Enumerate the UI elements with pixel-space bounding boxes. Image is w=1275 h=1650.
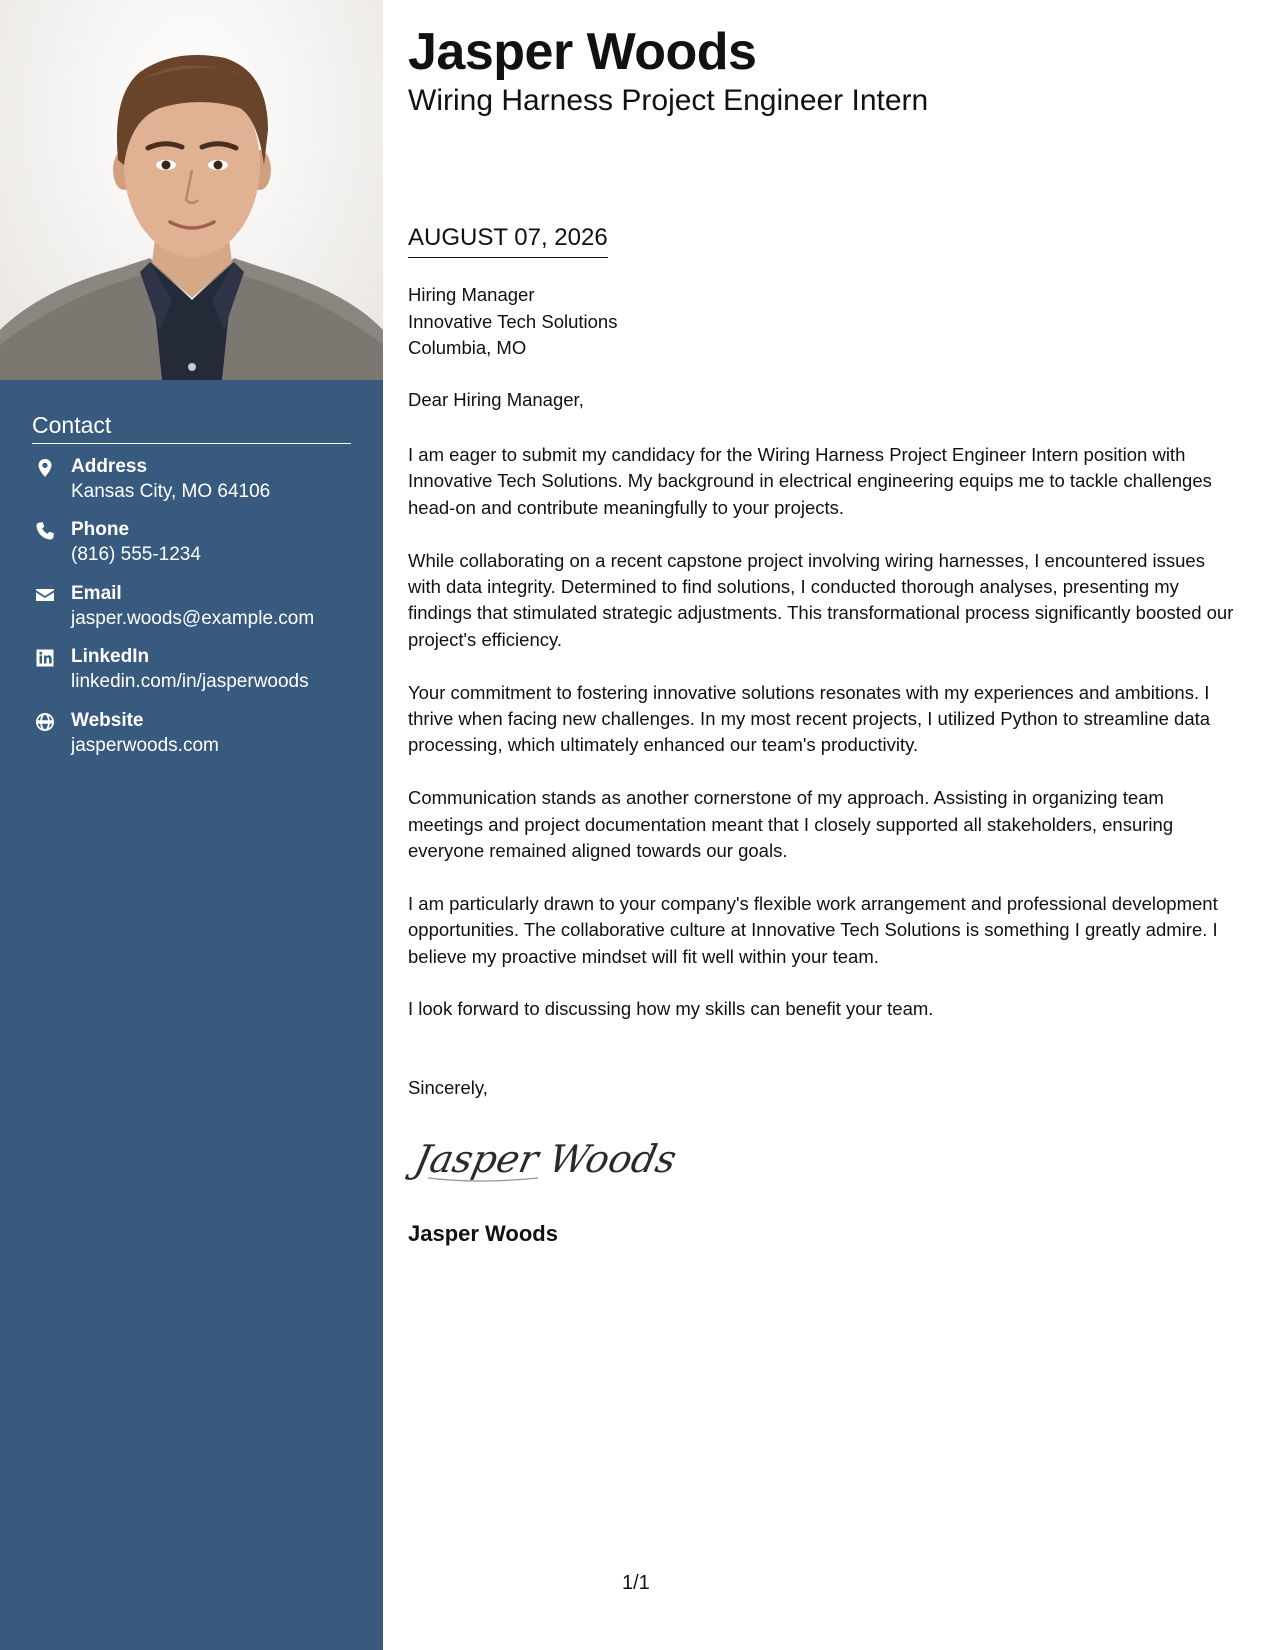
job-title: Wiring Harness Project Engineer Intern: [408, 84, 929, 117]
body-paragraph: I look forward to discussing how my skills can benefit your team.: [408, 998, 934, 1020]
envelope-icon: [35, 585, 55, 605]
body-paragraph: I am particularly drawn to your company's flexible work arrangement and professional development opportunities. The collaborative culture at Innovative Tech Solutions is something I greatly admire. I believe my proactive mindset will fit well within your team.: [408, 892, 1218, 967]
salutation: Dear Hiring Manager,: [408, 389, 584, 410]
contact-item-phone: [32, 519, 362, 582]
phone-icon: [35, 521, 55, 541]
body-paragraph: I am eager to submit my candidacy for the Wiring Harness Project Engineer Intern position with Innovative Tech Solutions. My background in electrical engineering equips me to tackle challenges head-on and contribute meaningfully to your projects.: [408, 444, 1212, 518]
linkedin-icon: [35, 648, 55, 668]
address-label: Address: [71, 456, 148, 477]
recipient-line: Hiring Manager: [408, 284, 535, 305]
contact-item-linkedin: [32, 646, 362, 709]
phone-label: Phone: [71, 519, 130, 541]
linkedin-label: LinkedIn: [71, 646, 150, 668]
recipient-line: Columbia, MO: [408, 337, 527, 358]
letter-date: AUGUST 07, 2026: [408, 224, 608, 258]
body-paragraph: While collaborating on a recent capstone project involving wiring harnesses, I encountered issues with data integrity. Determined to find solutions, I conducted thorough analyses, presenting my findings that stimulated strategic adjustments. This transformational process significantly boosted our project's efficiency.: [408, 549, 1234, 650]
contact-heading: Contact: [32, 412, 351, 444]
email-label: Email: [71, 582, 122, 604]
contact-item-website: [32, 710, 362, 773]
linkedin-value[interactable]: linkedin.com/in/jasperwoods: [71, 671, 309, 693]
applicant-name: Jasper Woods: [408, 23, 757, 81]
page-number: 1/1: [622, 1572, 650, 1594]
handwritten-signature: [410, 1128, 681, 1193]
website-label: Website: [71, 709, 144, 731]
sidebar: [0, 0, 383, 1650]
email-value[interactable]: jasper.woods@example.com: [71, 607, 315, 629]
contact-item-email: [32, 583, 362, 646]
address-value: Kansas City, MO 64106: [71, 481, 271, 502]
recipient-line: Innovative Tech Solutions: [408, 310, 618, 332]
contact-item-address: [32, 456, 362, 519]
letter-body: [408, 442, 1238, 1049]
signed-name: Jasper Woods: [408, 1221, 558, 1246]
body-paragraph: Communication stands as another cornerstone of my approach. Assisting in organizing team meetings and project documentation meant that I closely supported all stakeholders, ensuring everyone remained aligned towards our goals.: [408, 787, 1174, 862]
body-paragraph: Your commitment to fostering innovative solutions resonates with my experiences and ambitions. I thrive when facing new challenges. In my most recent projects, I utilized Python to streamline data processing, which ultimately enhanced our team's productivity.: [408, 681, 1211, 756]
phone-value[interactable]: (816) 555-1234: [71, 544, 201, 566]
globe-icon: [35, 712, 55, 732]
recipient-block: [408, 282, 617, 362]
svg-text:Jasper Woods: Jasper Woods: [410, 1137, 681, 1182]
map-pin-icon: [35, 458, 55, 478]
profile-photo: [0, 0, 383, 380]
contact-list: [32, 456, 362, 773]
closing: Sincerely,: [408, 1077, 488, 1098]
website-value[interactable]: jasperwoods.com: [71, 734, 219, 756]
